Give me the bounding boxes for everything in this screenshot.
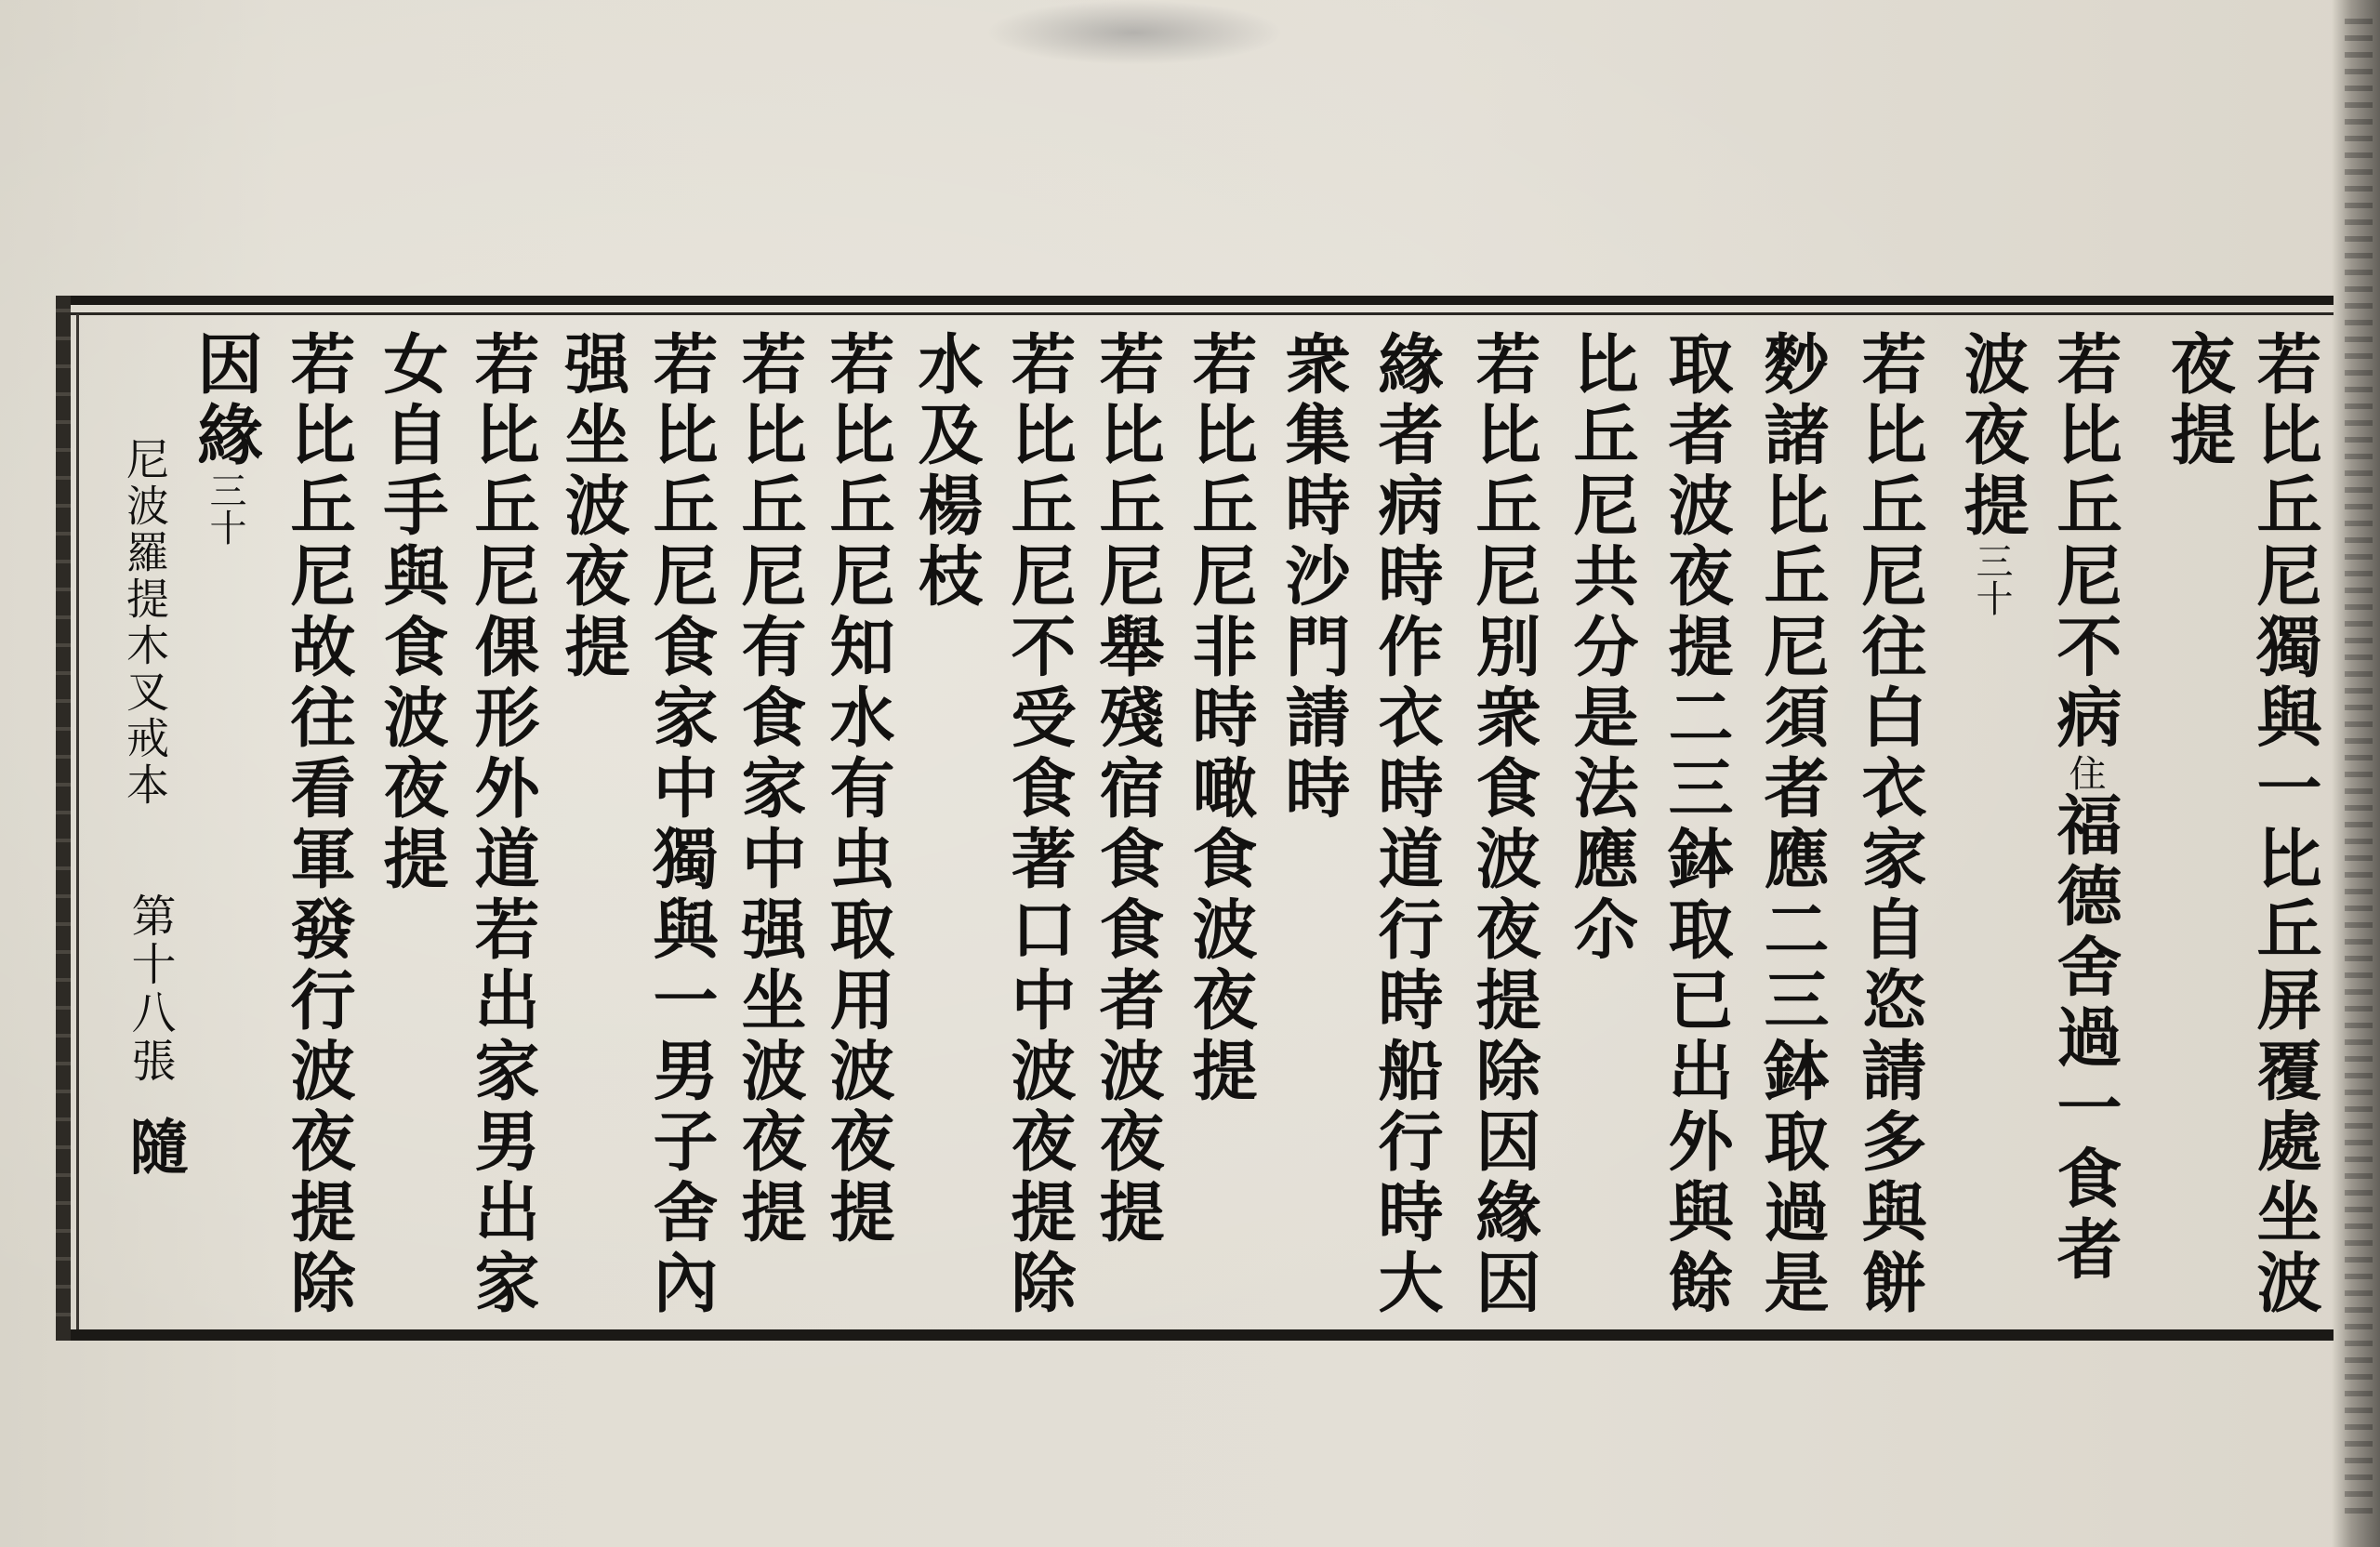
text-column-22: 若比丘尼故往看軍發行波夜提除 bbox=[280, 330, 357, 1319]
text-column-14: 若比丘尼不受食著口中波夜提除 bbox=[1000, 330, 1078, 1319]
margin-title: 尼波羅提木叉戒本 bbox=[120, 437, 170, 809]
text-column-20: 若比丘尼倮形外道若出家男出家 bbox=[464, 330, 541, 1319]
text-column-16: 若比丘尼知水有虫取用波夜提 bbox=[819, 330, 896, 1249]
text-column-4: 波夜提三十 bbox=[1953, 330, 2030, 616]
border-bottom-line bbox=[56, 1329, 2334, 1341]
text-column-7: 取者波夜提二三鉢取已出外與餘 bbox=[1658, 330, 1735, 1319]
border-top-line bbox=[56, 296, 2334, 305]
text-column-17: 若比丘尼有食家中强坐波夜提 bbox=[731, 330, 808, 1249]
text-column-9: 若比丘尼別衆食波夜提除因緣因 bbox=[1465, 330, 1542, 1319]
border-left-inner-line bbox=[76, 314, 79, 1329]
text-column-21: 女自手與食波夜提 bbox=[373, 330, 450, 895]
text-column-8: 比丘尼共分是法應尒 bbox=[1563, 330, 1640, 966]
text-column-18: 若比丘尼食家中獨與一男子舍內 bbox=[642, 330, 720, 1319]
text-column-13: 若比丘尼舉殘宿食食者波夜提 bbox=[1089, 330, 1166, 1249]
text-column-6: 麨諸比丘尼須者應二三鉢取過是 bbox=[1753, 330, 1831, 1319]
text-column-15: 水及楊枝 bbox=[907, 330, 985, 613]
text-column-2: 夜提 bbox=[2160, 330, 2237, 471]
text-column-11: 衆集時沙門請時 bbox=[1275, 330, 1352, 825]
text-column-23: 因緣三十 bbox=[187, 330, 264, 546]
text-column-3: 若比丘尼不病住福德舍過一食者 bbox=[2046, 330, 2123, 1286]
text-column-10: 緣者病時作衣時道行時船行時大 bbox=[1368, 330, 1445, 1319]
gloss-note: 三十 bbox=[1970, 542, 2013, 616]
gloss-note: 住 bbox=[2063, 754, 2106, 791]
border-left-line bbox=[56, 296, 71, 1341]
page-number: 第十八張 bbox=[124, 892, 176, 1086]
border-top-inner-line bbox=[56, 312, 2334, 315]
text-column-1: 若比丘尼獨與一比丘屏覆處坐波 bbox=[2246, 330, 2323, 1319]
gloss-note: 三十 bbox=[204, 471, 246, 546]
binding-texture bbox=[2345, 19, 2373, 1525]
text-column-19: 强坐波夜提 bbox=[554, 330, 631, 683]
text-column-5: 若比丘尼往白衣家自恣請多與餅 bbox=[1851, 330, 1928, 1319]
seal-smudge bbox=[985, 0, 1283, 65]
catchword: 隨 bbox=[119, 1116, 189, 1181]
text-column-12: 若比丘尼非時噉食波夜提 bbox=[1182, 330, 1259, 1107]
